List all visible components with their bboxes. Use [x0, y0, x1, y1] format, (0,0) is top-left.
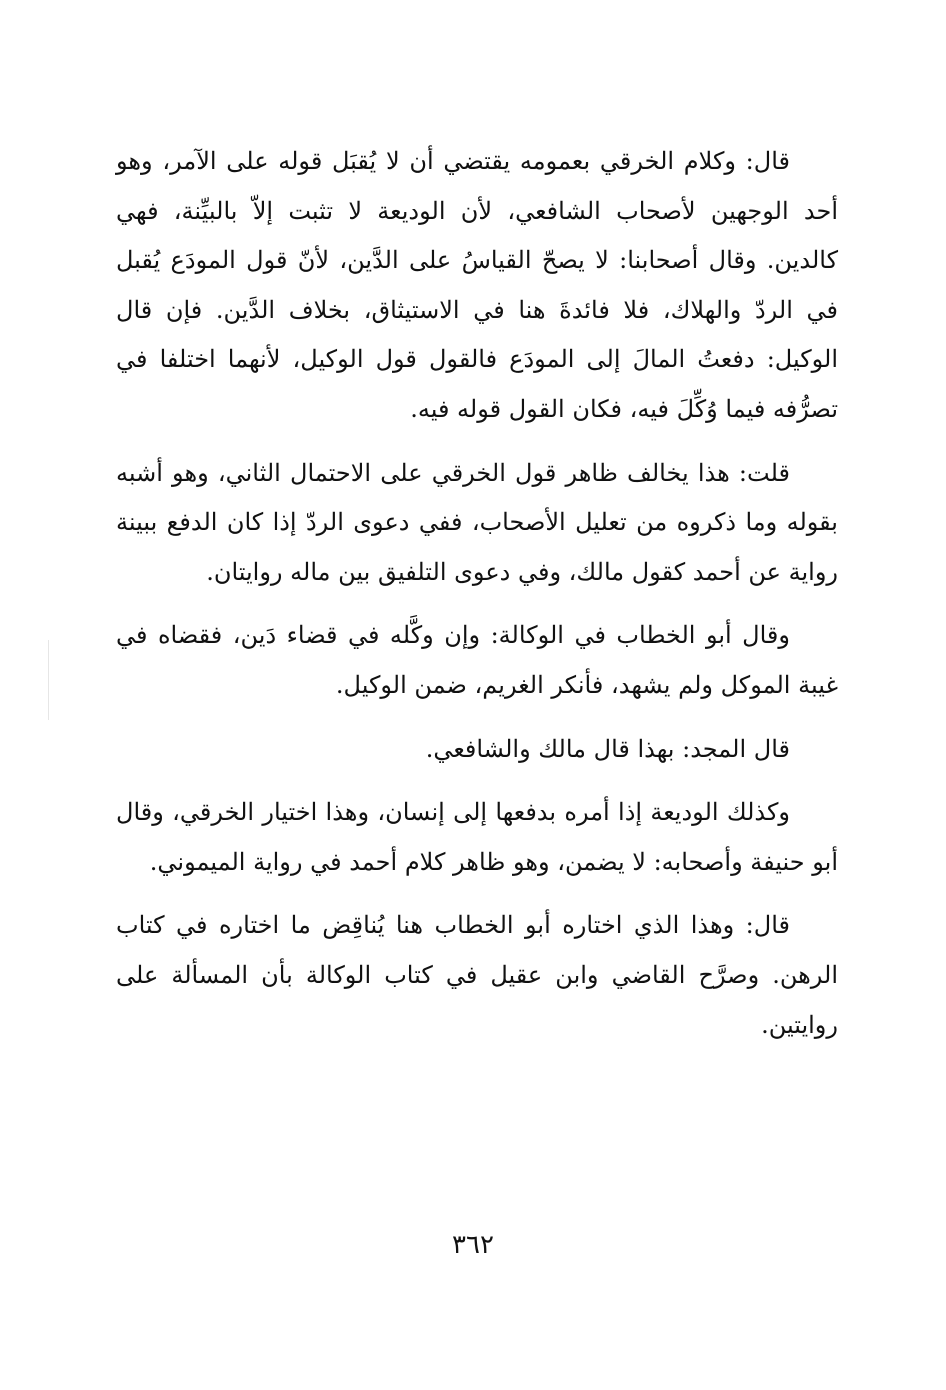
- paragraph-1: قال: وكلام الخرقي بعمومه يقتضي أن لا يُقبَل قوله على الآمر، وهو أحد الوجهين لأصحاب الشافعي، لأن الوديعة لا تثبت إلاّ بالبيِّنة، فهي كالدين. وقال أصحابنا: لا يصحّ القياسُ على الدَّين، لأنّ قول المودَع يُقبل في الردّ والهلاك، فلا فائدةَ هنا في الاستيثاق، بخلاف الدَّين. فإن قال الوكيل: دفعتُ المالَ إلى المودَع فالقول قول الوكيل، لأنهما اختلفا في تصرُّفه فيما وُكِّلَ فيه، فكان القول قوله فيه.: [116, 147, 839, 423]
- paragraph-6: قال: وهذا الذي اختاره أبو الخطاب هنا يُناقِض ما اختاره في كتاب الرهن. وصرَّح القاضي وابن عقيل في كتاب الوكالة بأن المسألة على روايتين.: [116, 911, 838, 1039]
- paragraph-4: قال المجد: بهذا قال مالك والشافعي.: [425, 734, 790, 763]
- scan-edge-mark: [48, 640, 49, 720]
- paragraph-2: قلت: هذا يخالف ظاهر قول الخرقي على الاحتمال الثاني، وهو أشبه بقوله وما ذكروه من تعليل الأصحاب، ففي دعوى الردّ إذا كان الدفع ببينة رواية عن أحمد كقول مالك، وفي دعوى التلفيق بين ماله روايتان.: [116, 458, 838, 586]
- body-text: [116, 137, 838, 1050]
- paragraph-3: وقال أبو الخطاب في الوكالة: وإن وكَّله في قضاء دَين، فقضاه في غيبة الموكل ولم يشهد، فأنكر الغريم، ضمن الوكيل.: [116, 621, 838, 699]
- page-number: ٣٦٢: [452, 1230, 494, 1260]
- paragraph-5: وكذلك الوديعة إذا أمره بدفعها إلى إنسان، وهذا اختيار الخرقي، وقال أبو حنيفة وأصحابه: لا يضمن، وهو ظاهر كلام أحمد في رواية الميموني.: [116, 798, 838, 876]
